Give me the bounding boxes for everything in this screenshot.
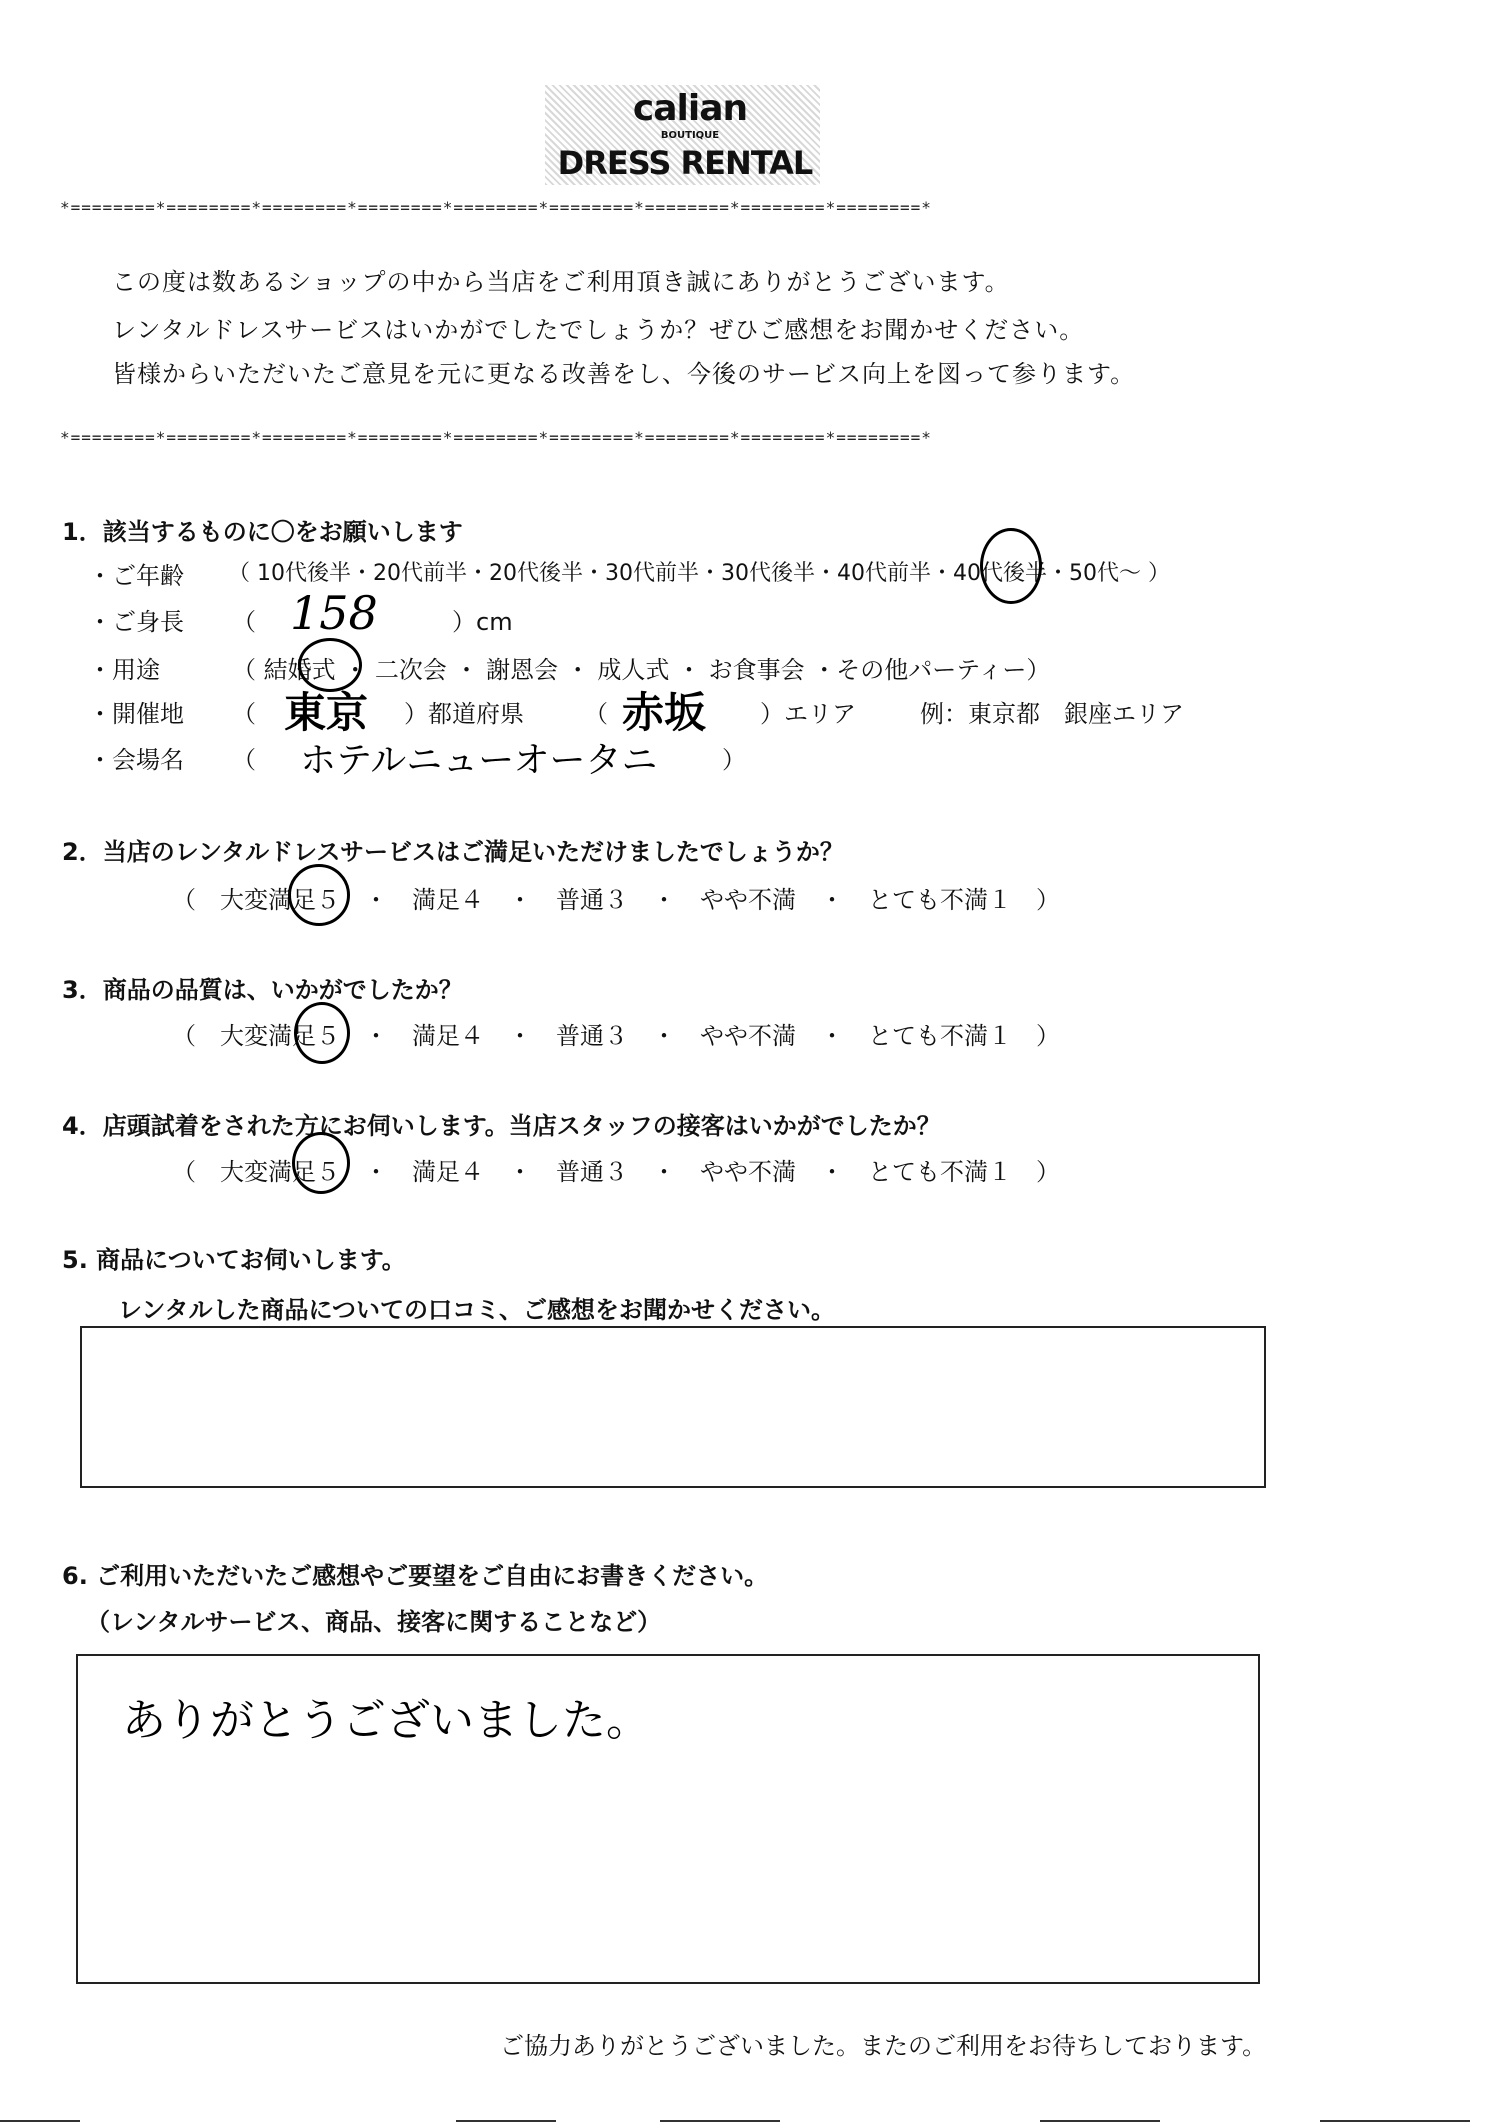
q1-title: 1．該当するものに〇をお願いします — [62, 518, 463, 546]
service-title: DRESS RENTAL — [557, 144, 813, 182]
hall-value: ホテルニューオータニ — [300, 740, 658, 781]
height-unit: ）cm — [452, 608, 513, 636]
q4-selection-circle — [292, 1132, 350, 1194]
q2-rating-options: （ 大変満足５ ・ 満足４ ・ 普通３ ・ やや不満 ・ とても不満１ ） — [172, 886, 1060, 914]
footer-mark-3 — [660, 2120, 780, 2122]
prefecture-value: 東京 — [284, 688, 369, 737]
prefecture-suffix: ）都道府県 — [404, 700, 524, 728]
q6-title: 6. ご利用いただいたご感想やご要望をご自由にお書きください。 — [62, 1562, 769, 1590]
age-options: （ 10代後半・20代前半・20代後半・30代前半・30代後半・40代前半・40代後半・50代～ ） — [228, 561, 1170, 586]
intro-line-1: この度は数あるショップの中から当店をご利用頂き誠にありがとうございます。 — [112, 268, 1010, 296]
divider-bottom: *========*========*========*========*========*========*========*========*========* — [60, 428, 932, 447]
height-label: ・ご身長 — [88, 608, 184, 636]
area-value: 赤坂 — [622, 688, 707, 737]
q2-selection-circle — [288, 864, 350, 926]
divider-top: *========*========*========*========*========*========*========*========*========* — [60, 198, 932, 217]
footer-mark-4 — [1040, 2120, 1160, 2122]
footer-mark-2 — [456, 2120, 556, 2122]
q2-title: 2．当店のレンタルドレスサービスはご満足いただけましたでしょうか？ — [62, 838, 844, 866]
hall-open-paren: （ — [232, 746, 256, 774]
purpose-options: （ 結婚式 ・ 二次会 ・ 謝恩会 ・ 成人式 ・ お食事会 ・その他パーティー） — [232, 656, 1051, 684]
hall-close-paren: ） — [722, 746, 746, 774]
q5-title: 5. 商品についてお伺いします。 — [62, 1246, 406, 1274]
q3-selection-circle — [294, 1002, 350, 1064]
q4-title: 4．店頭試着をされた方にお伺いします。当店スタッフの接客はいかがでしたか？ — [62, 1112, 941, 1140]
q5-answer-box[interactable] — [80, 1326, 1266, 1488]
age-selection-circle — [980, 528, 1042, 604]
q6-answer-text: ありがとうございました。 — [122, 1695, 650, 1746]
intro-line-2: レンタルドレスサービスはいかがでしたでしょうか？ぜひご感想をお聞かせください。 — [112, 316, 1085, 344]
q4-rating-options: （ 大変満足５ ・ 満足４ ・ 普通３ ・ やや不満 ・ とても不満１ ） — [172, 1158, 1060, 1186]
q3-rating-options: （ 大変満足５ ・ 満足４ ・ 普通３ ・ やや不満 ・ とても不満１ ） — [172, 1022, 1060, 1050]
area-open-paren: （ — [584, 700, 608, 728]
intro-line-3: 皆様からいただいたご意見を元に更なる改善をし、今後のサービス向上を図って参ります。 — [112, 360, 1136, 388]
hall-label: ・会場名 — [88, 746, 184, 774]
q6-answer-box[interactable] — [76, 1654, 1260, 1984]
height-value: 158 — [290, 586, 378, 640]
q3-title: 3．商品の品質は、いかがでしたか？ — [62, 976, 463, 1004]
footer-mark-5 — [1320, 2120, 1470, 2122]
q5-subtitle: レンタルした商品についての口コミ、ご感想をお聞かせください。 — [118, 1296, 835, 1324]
q5-answer-text — [82, 1328, 1264, 1368]
purpose-label: ・用途 — [88, 656, 160, 684]
q6-subtitle: （レンタルサービス、商品、接客に関することなど） — [86, 1608, 662, 1636]
venue-example: 例：東京都 銀座エリア — [920, 700, 1184, 728]
prefecture-open-paren: （ — [232, 700, 256, 728]
brand-logo: calian — [632, 88, 748, 129]
footer-mark-1 — [0, 2120, 80, 2122]
height-open-paren: （ — [232, 608, 256, 636]
brand-sub-label: BOUTIQUE — [660, 130, 720, 141]
age-label: ・ご年齢 — [88, 562, 184, 590]
venue-label: ・開催地 — [88, 700, 184, 728]
area-suffix: ）エリア — [760, 700, 856, 728]
footer-thanks: ご協力ありがとうございました。またのご利用をお待ちしております。 — [500, 2032, 1267, 2060]
